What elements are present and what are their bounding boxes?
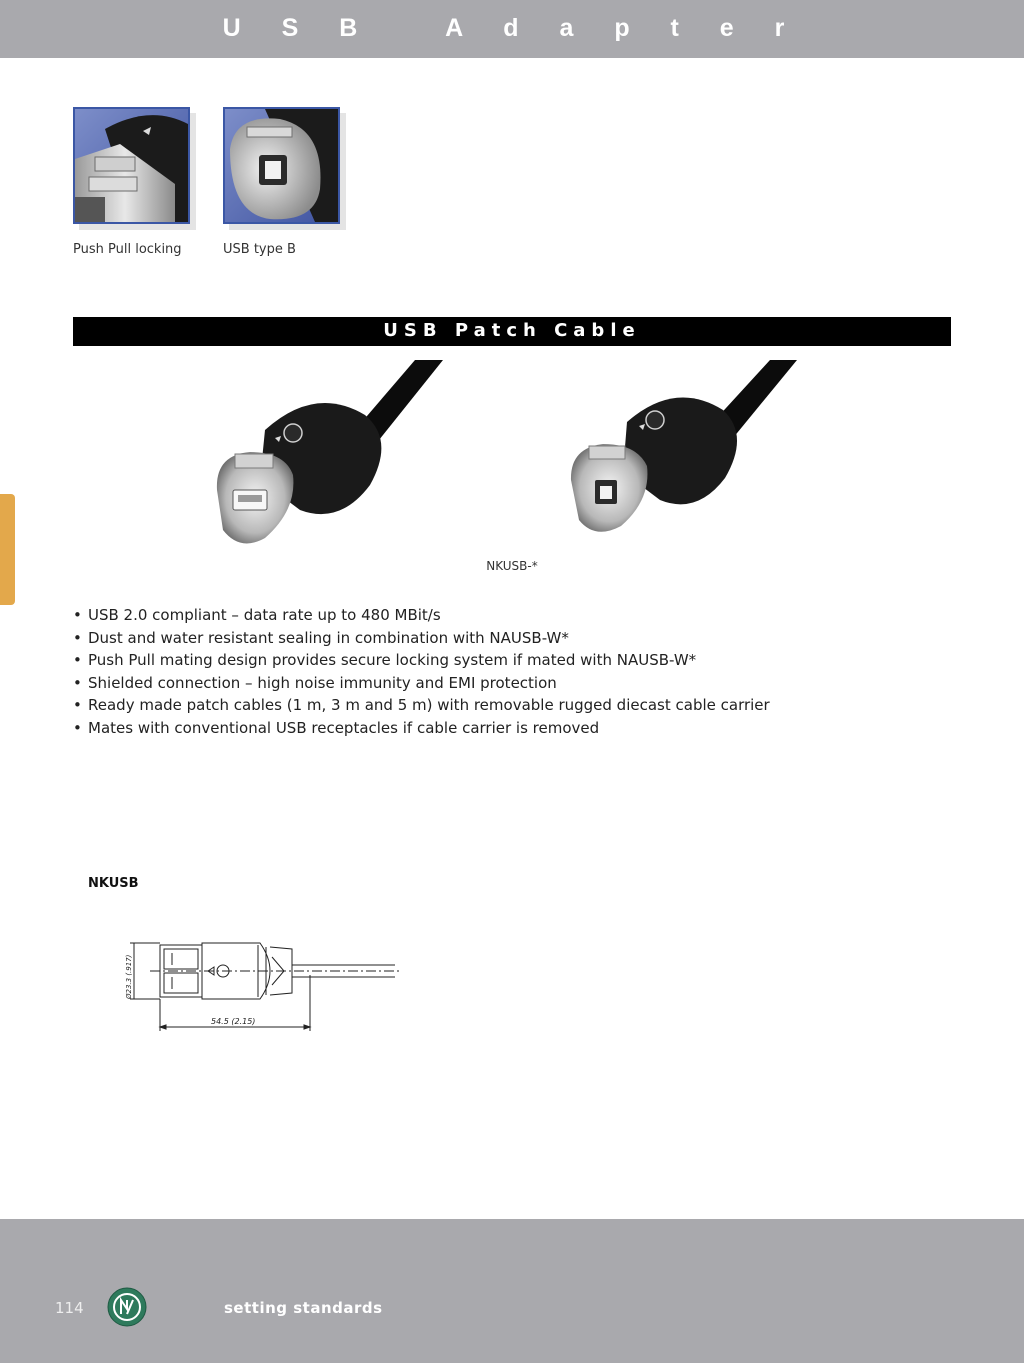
feature-item <box>73 627 770 650</box>
feature-text: Ready made patch cables (1 m, 3 m and 5 m) with removable rugged diecast cable carrier <box>88 696 770 714</box>
section-header-bar <box>73 317 951 346</box>
neutrik-logo-icon <box>107 1287 147 1327</box>
diameter-dimension-label: Ø23.3 (.917) <box>125 954 133 999</box>
technical-drawing <box>120 935 410 1039</box>
feature-item <box>73 649 770 672</box>
page-footer <box>0 1219 1024 1363</box>
bullet-icon: • <box>73 673 82 692</box>
length-dimension-label: 54.5 (2.15) <box>211 1017 256 1026</box>
bullet-icon: • <box>73 718 82 737</box>
feature-item <box>73 672 770 695</box>
feature-item <box>73 604 770 627</box>
bullet-icon: • <box>73 606 82 624</box>
page-title: U S B A d a p t e r <box>222 14 802 42</box>
section-side-tab[interactable] <box>0 494 15 605</box>
feature-item <box>73 694 770 717</box>
page-number: 114 <box>55 1299 84 1317</box>
feature-text: USB 2.0 compliant – data rate up to 480 MBit/s <box>88 606 441 624</box>
push-pull-locking-image <box>73 107 190 224</box>
section-title: USB Patch Cable <box>383 320 641 341</box>
feature-text: Push Pull mating design provides secure locking system if mated with NAUSB-W* <box>88 651 697 669</box>
bullet-icon: • <box>73 628 82 647</box>
feature-text: Shielded connection – high noise immunity and EMI protection <box>88 673 557 692</box>
push-pull-locking-caption: Push Pull locking <box>73 242 182 257</box>
footer-tagline: setting standards <box>224 1299 383 1317</box>
feature-text: Dust and water resistant sealing in combination with NAUSB-W* <box>88 628 569 647</box>
usb-type-b-image <box>223 107 340 224</box>
drawing-title: NKUSB <box>88 876 139 891</box>
feature-text: Mates with conventional USB receptacles if cable carrier is removed <box>88 718 600 737</box>
product-caption: NKUSB-* <box>486 559 538 573</box>
bullet-icon: • <box>73 651 82 669</box>
patch-cable-type-b-image <box>565 360 805 549</box>
feature-list <box>73 604 770 739</box>
usb-type-b-caption: USB type B <box>223 242 296 257</box>
feature-item <box>73 717 770 740</box>
bullet-icon: • <box>73 696 82 714</box>
page-header <box>0 0 1024 58</box>
patch-cable-type-a-image <box>205 360 450 559</box>
